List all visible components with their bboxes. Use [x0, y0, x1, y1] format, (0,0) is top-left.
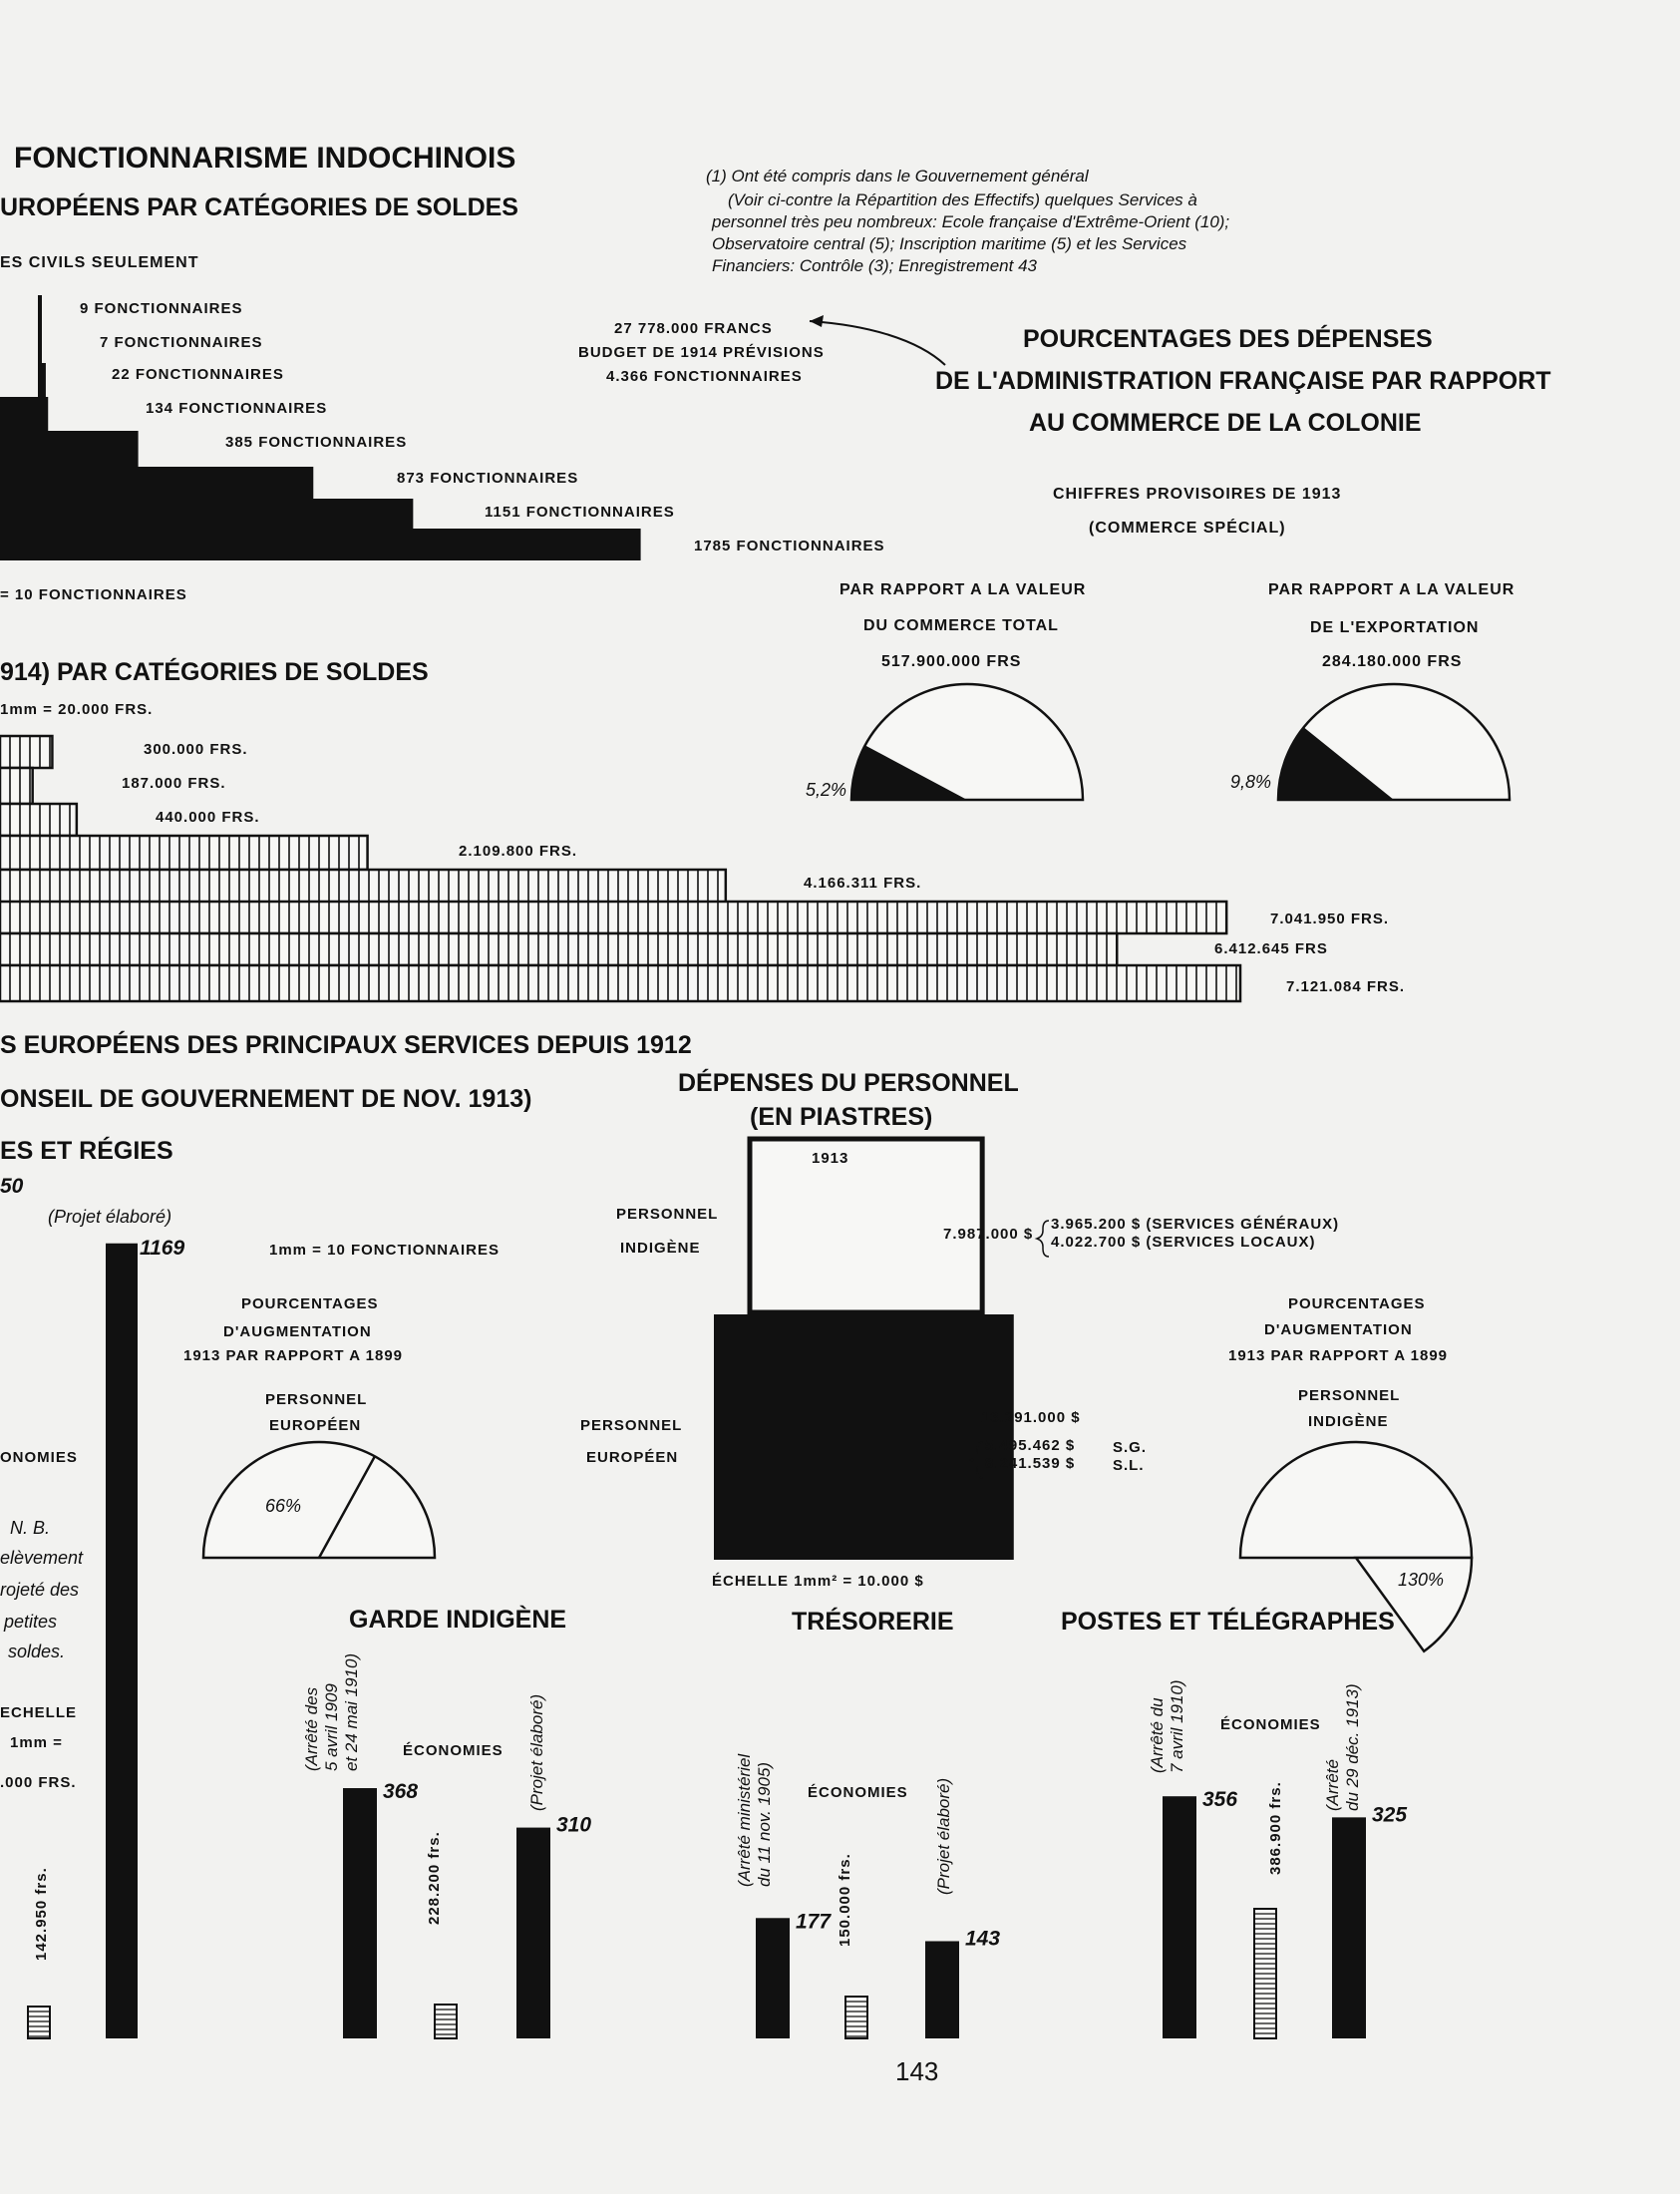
indigene-detail: 3.965.200 $ (SERVICES GÉNÉRAUX) [1051, 1216, 1340, 1233]
effectifs-bar [38, 363, 46, 397]
services-partial-value: 50 [0, 1175, 24, 1198]
service-after-bar [1332, 1817, 1366, 2038]
effectifs-label: 1785 FONCTIONNAIRES [694, 538, 885, 554]
aug-heading: PERSONNEL [265, 1391, 368, 1408]
soldes-bar [0, 902, 1226, 933]
pie-exportation [1278, 684, 1510, 800]
effectifs-bar [0, 529, 641, 560]
services-scale: 1mm = 10 FONCTIONNAIRES [269, 1242, 500, 1259]
personnel-title: DÉPENSES DU PERSONNEL [678, 1069, 1019, 1097]
service-before-label: (Arrêté ministériel [735, 1753, 754, 1887]
effectifs-label: 873 FONCTIONNAIRES [397, 470, 579, 487]
nb-line: N. B. [10, 1518, 51, 1538]
soldes-label: 440.000 FRS. [156, 809, 260, 826]
service-economies-heading: ÉCONOMIES [403, 1742, 504, 1759]
budget-arrow-head [810, 315, 824, 327]
effectifs-bar [38, 329, 42, 363]
footnote-line: Financiers: Contrôle (3); Enregistrement 43 [712, 256, 1037, 275]
douanes-proj-label: (Projet élaboré) [48, 1207, 172, 1227]
aug-title: 1913 PAR RAPPORT A 1899 [183, 1347, 404, 1364]
soldes-chart [0, 736, 1405, 1001]
service-before-label: et 24 mai 1910) [342, 1652, 361, 1771]
soldes-bar [0, 870, 726, 904]
soldes-bar [0, 768, 33, 804]
service-before-value: 368 [383, 1780, 419, 1804]
effectifs-label: 9 FONCTIONNAIRES [80, 300, 243, 317]
service-before-value: 177 [796, 1910, 832, 1934]
budget-arrow [810, 321, 945, 365]
effectifs-label: 22 FONCTIONNAIRES [112, 366, 284, 383]
footnote [706, 167, 1229, 275]
soldes-bar [0, 736, 52, 768]
depenses-title-line: AU COMMERCE DE LA COLONIE [1029, 409, 1422, 437]
pie-heading: 284.180.000 FRS [1322, 653, 1463, 670]
service-group-title: POSTES ET TÉLÉGRAPHES [1061, 1608, 1395, 1636]
indigene-label: PERSONNEL [616, 1206, 719, 1223]
service-before-label: du 11 nov. 1905) [755, 1761, 774, 1887]
pie-heading: DU COMMERCE TOTAL [863, 617, 1059, 634]
aug-pie-label: 66% [265, 1496, 302, 1516]
europeen-detail-tag: S.L. [1113, 1457, 1145, 1474]
soldes-label: 187.000 FRS. [122, 775, 226, 792]
pie-heading: DE L'EXPORTATION [1310, 619, 1480, 636]
aug-title: D'AUGMENTATION [1264, 1321, 1413, 1338]
service-before-label: (Arrêté du [1148, 1697, 1167, 1773]
indigene-label: INDIGÈNE [620, 1240, 701, 1257]
soldes-label: 7.121.084 FRS. [1286, 978, 1406, 995]
nb-line: rojeté des [0, 1580, 80, 1600]
service-after-value: 310 [556, 1813, 592, 1837]
personnel-scale: ÉCHELLE 1mm² = 10.000 $ [712, 1573, 924, 1590]
pie-heading: PAR RAPPORT A LA VALEUR [840, 581, 1087, 598]
douanes-bar-rect [106, 1244, 138, 2038]
aug-heading: PERSONNEL [1298, 1387, 1401, 1404]
service-groups [302, 1605, 1407, 2038]
service-economy-bar [845, 1997, 867, 2038]
soldes-label: 2.109.800 FRS. [459, 843, 578, 860]
echelle-line: ECHELLE [0, 1704, 78, 1721]
footnote-line: (Voir ci-contre la Répartition des Effectifs) quelques Services à [728, 190, 1197, 209]
effectifs-label: 7 FONCTIONNAIRES [100, 334, 263, 351]
service-after-bar [516, 1828, 550, 2038]
echelle-line: 1mm = [10, 1734, 63, 1751]
aug-heading: INDIGÈNE [1308, 1413, 1389, 1430]
budget-note [578, 315, 945, 385]
pie-semicircle [1240, 1442, 1472, 1558]
soldes-label: 4.166.311 FRS. [804, 875, 922, 892]
nb-line: petites [4, 1612, 58, 1632]
service-group-title: TRÉSORERIE [792, 1608, 954, 1636]
soldes-label: 300.000 FRS. [144, 741, 248, 758]
footnote-line: (1) Ont été compris dans le Gouvernement général [706, 167, 1089, 185]
footnote-line: personnel très peu nombreux: Ecole française d'Extrême-Orient (10); [712, 212, 1230, 231]
depenses-subtitle: (COMMERCE SPÉCIAL) [1089, 520, 1286, 537]
service-before-label: 7 avril 1910) [1168, 1679, 1186, 1773]
personnel-title: (EN PIASTRES) [750, 1103, 933, 1131]
page-title: FONCTIONNARISME INDOCHINOIS [14, 142, 516, 175]
soldes-bar [0, 836, 368, 870]
pie-label: 5,2% [806, 780, 847, 800]
nb-line: elèvement [0, 1548, 84, 1568]
depenses-subtitle: CHIFFRES PROVISOIRES DE 1913 [1053, 486, 1342, 503]
pie-label: 9,8% [1230, 772, 1272, 792]
aug-pie-label: 130% [1398, 1570, 1445, 1590]
douanes-bar [106, 1244, 138, 2038]
services-subtitle: ONSEIL DE GOUVERNEMENT DE NOV. 1913) [0, 1085, 532, 1113]
personnel-block [580, 1068, 1339, 1590]
soldes-bar [0, 965, 1240, 1001]
service-before-label: 5 avril 1909 [322, 1683, 341, 1771]
service-economies-heading: ÉCONOMIES [1220, 1716, 1321, 1733]
pie-heading: PAR RAPPORT A LA VALEUR [1268, 581, 1515, 598]
service-economies-heading: ÉCONOMIES [808, 1784, 908, 1801]
effectifs-subtitle: ES CIVILS SEULEMENT [0, 254, 199, 271]
service-after-value: 325 [1372, 1803, 1408, 1827]
indigene-brace [1037, 1221, 1049, 1257]
effectifs-bar [38, 295, 42, 329]
service-after-label: (Projet élaboré) [934, 1777, 953, 1895]
effectifs-label: 1151 FONCTIONNAIRES [485, 504, 675, 521]
effectifs-label: 134 FONCTIONNAIRES [146, 400, 328, 417]
nota-bene [0, 1518, 84, 1661]
soldes-label: 7.041.950 FRS. [1270, 911, 1390, 927]
europeen-label: EUROPÉEN [586, 1449, 679, 1466]
personnel-chart [714, 1139, 1049, 1560]
europeen-detail: 8.241.539 $ [985, 1455, 1076, 1472]
nb-line: soldes. [8, 1642, 66, 1661]
service-after-value: 143 [965, 1927, 1001, 1951]
pie-semicircle [203, 1442, 435, 1558]
aug-title: POURCENTAGES [1288, 1295, 1426, 1312]
service-after-bar [925, 1941, 959, 2038]
soldes-scale: 1mm = 20.000 FRS. [0, 701, 154, 718]
personnel-year: 1913 [812, 1150, 849, 1167]
pie-commerce-total [851, 684, 1083, 800]
budget-year: BUDGET DE 1914 PRÉVISIONS [578, 344, 825, 361]
service-economy-label: 386.900 frs. [1267, 1781, 1284, 1875]
effectifs-scale: = 10 FONCTIONNAIRES [0, 586, 187, 603]
indigene-detail: 4.022.700 $ (SERVICES LOCAUX) [1051, 1234, 1316, 1251]
service-group-title: GARDE INDIGÈNE [349, 1606, 567, 1634]
budget-count: 4.366 FONCTIONNAIRES [606, 368, 803, 385]
service-after-label: (Arrêté [1323, 1759, 1342, 1811]
service-before-bar [343, 1788, 377, 2038]
europeen-total: 13.291.000 $ [981, 1409, 1081, 1426]
echelle-line: .000 FRS. [0, 1774, 77, 1791]
service-before-label: (Arrêté des [302, 1686, 321, 1771]
service-after-label: (Projet élaboré) [527, 1693, 546, 1811]
douanes-value: 1169 [140, 1237, 185, 1260]
service-after-label: du 29 déc. 1913) [1343, 1683, 1362, 1811]
depenses-block [806, 324, 1551, 800]
soldes-bar [0, 804, 77, 836]
indigene-total: 7.987.000 $ [943, 1226, 1034, 1243]
footnote-line: Observatoire central (5); Inscription maritime (5) et les Services [712, 234, 1187, 253]
depenses-title-line: POURCENTAGES DES DÉPENSES [1023, 325, 1433, 353]
aug-heading: EUROPÉEN [269, 1417, 362, 1434]
services-title: S EUROPÉENS DES PRINCIPAUX SERVICES DEPUIS 1912 [0, 1031, 692, 1059]
budget-amount: 27 778.000 FRANCS [614, 320, 773, 337]
services-section: ES ET RÉGIES [0, 1137, 173, 1165]
page-number: 143 [895, 2056, 939, 2086]
service-before-value: 356 [1202, 1788, 1238, 1812]
service-before-bar [1163, 1796, 1196, 2038]
aug-title: 1913 PAR RAPPORT A 1899 [1228, 1347, 1449, 1364]
europeen-label: PERSONNEL [580, 1417, 683, 1434]
effectifs-label: 385 FONCTIONNAIRES [225, 434, 408, 451]
douanes-economy-bar [28, 2007, 50, 2038]
europeen-square [714, 1314, 1014, 1560]
effectifs-title: URОPÉENS PAR CATÉGORIES DE SOLDES [0, 193, 518, 221]
aug-title: POURCENTAGES [241, 1295, 379, 1312]
douanes-economy-label: 142.950 frs. [33, 1867, 50, 1961]
service-economy-label: 150.000 frs. [837, 1853, 853, 1947]
europeen-detail: 5.495.462 $ [985, 1437, 1076, 1454]
pie-personnel-europeen [203, 1442, 435, 1558]
soldes-title: 914) PAR CATÉGORIES DE SOLDES [0, 658, 429, 686]
pie-heading: 517.900.000 FRS [881, 653, 1022, 670]
europeen-detail-tag: S.G. [1113, 1439, 1148, 1456]
service-before-bar [756, 1918, 790, 2038]
douanes-economies: ONOMIES [0, 1449, 78, 1466]
depenses-title-line: DE L'ADMINISTRATION FRANÇAISE PAR RAPPORT [935, 367, 1551, 395]
soldes-label: 6.412.645 FRS [1214, 940, 1328, 957]
aug-title: D'AUGMENTATION [223, 1323, 372, 1340]
service-economy-label: 228.200 frs. [426, 1831, 443, 1925]
